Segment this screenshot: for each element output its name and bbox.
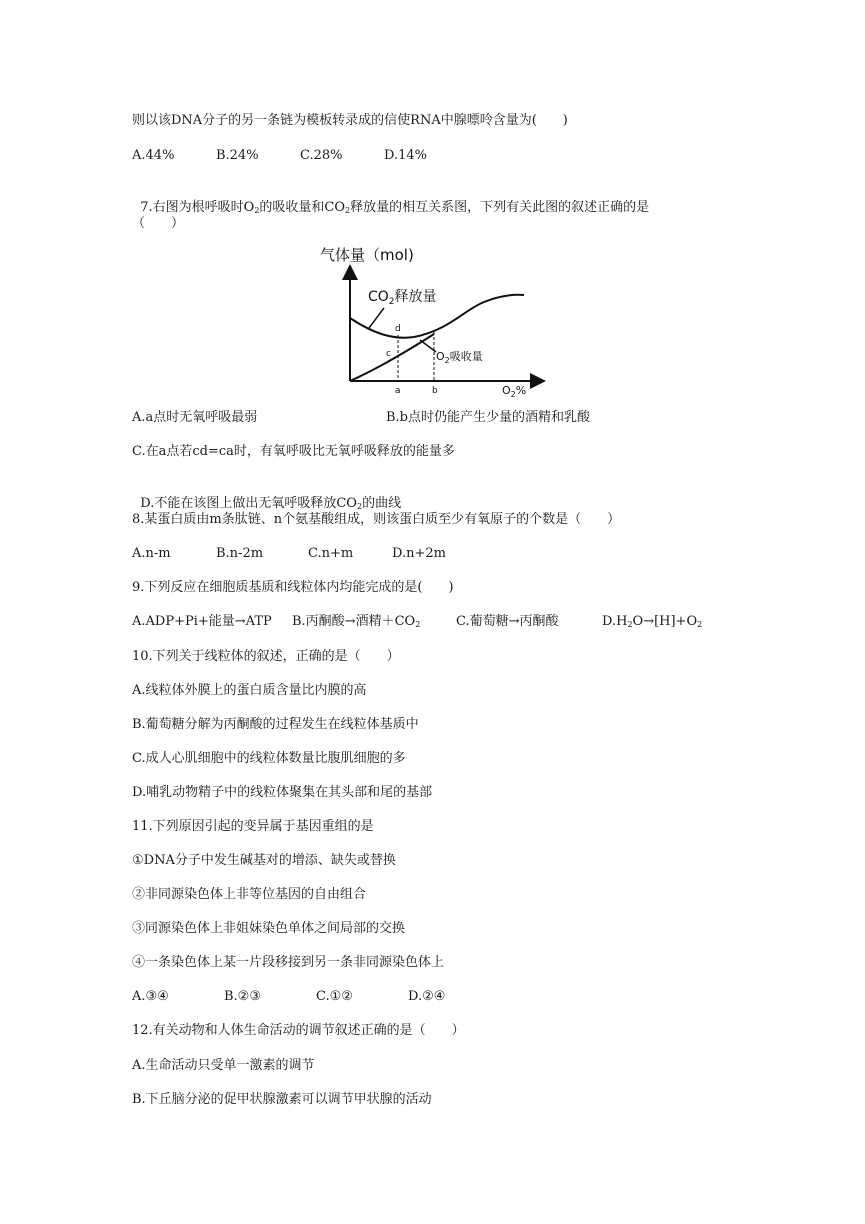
- subscript: 2: [254, 206, 260, 215]
- question-12-stem: 12.有关动物和人体生命活动的调节叙述正确的是（ ）: [132, 1023, 465, 1038]
- subscript: 2: [415, 620, 421, 629]
- question-8-stem: 8.某蛋白质由m条肽链、n个氨基酸组成，则该蛋白质至少有氧原子的个数是（ ）: [132, 512, 621, 527]
- q8-option-c: C.n+m: [308, 546, 354, 561]
- q9-option-c: C.葡萄糖→丙酮酸: [456, 614, 559, 629]
- q9-b-text: B.丙酮酸→酒精＋CO: [292, 614, 416, 629]
- q7-part-a: 7.右图为根呼吸时O: [140, 200, 255, 215]
- q9-option-a: A.ADP+Pi+能量→ATP: [132, 614, 272, 629]
- q6-option-d: D.14%: [384, 148, 427, 163]
- q8-option-d: D.n+2m: [392, 546, 446, 561]
- q6-option-c: C.28%: [300, 148, 343, 163]
- q7-part-c: 释放量的相互关系图，下列有关此图的叙述正确的是: [350, 200, 650, 215]
- q10-option-d: D.哺乳动物精子中的线粒体聚集在其头部和尾的基部: [132, 785, 433, 800]
- q6-option-a: A.44%: [132, 148, 175, 163]
- q11-option-d: D.②④: [408, 989, 446, 1004]
- q8-option-b: B.n-2m: [216, 546, 264, 561]
- point-b-label: b: [432, 386, 438, 396]
- q12-option-b: B.下丘脑分泌的促甲状腺激素可以调节甲状腺的活动: [132, 1092, 432, 1107]
- q12-option-a: A.生命活动只受单一激素的调节: [132, 1058, 315, 1073]
- o2-label: $O_2$吸收量: [436, 350, 483, 365]
- q7-option-b: B.b点时仍能产生少量的酒精和乳酸: [386, 410, 591, 425]
- subscript: 2: [697, 620, 703, 629]
- question-9-stem: 9.下列反应在细胞质基质和线粒体内均能完成的是( ): [132, 580, 454, 595]
- question-7-stem: [132, 181, 649, 217]
- q11-item-3: ③同源染色体上非姐妹染色单体之间局部的交换: [132, 921, 406, 936]
- co2-label-leader: [369, 308, 384, 328]
- q10-option-b: B.葡萄糖分解为丙酮酸的过程发生在线粒体基质中: [132, 717, 419, 732]
- q7-d-part-a: D.不能在该图上做出无氧呼吸释放CO: [140, 496, 357, 511]
- q9-option-b: [292, 613, 420, 631]
- q7-option-a: A.a点时无氧呼吸最弱: [132, 410, 258, 425]
- question-6-stem-end: 则以该DNA分子的另一条链为模板转录成的信使RNA中腺嘌呤含量为( ): [132, 113, 568, 128]
- q11-option-c: C.①②: [316, 989, 353, 1004]
- point-d-label: d: [395, 324, 401, 334]
- q6-option-b: B.24%: [216, 148, 259, 163]
- q11-item-4: ④一条染色体上某一片段移接到另一条非同源染色体上: [132, 955, 445, 970]
- q7-option-d: [132, 477, 401, 513]
- question-7-paren: （ ）: [132, 216, 185, 231]
- x-axis-label: $O_2\%$: [502, 384, 527, 398]
- point-a-label: a: [395, 386, 401, 396]
- q11-item-1: ①DNA分子中发生碱基对的增添、缺失或替换: [132, 853, 396, 868]
- q11-option-b: B.②③: [224, 989, 261, 1004]
- q9-d-part-a: D.H: [602, 614, 628, 629]
- q8-option-a: A.n-m: [132, 546, 171, 561]
- co2-label: $CO_2$释放量: [368, 289, 437, 307]
- q9-d-part-b: O→[H]+O: [632, 614, 698, 629]
- q10-option-a: A.线粒体外膜上的蛋白质含量比内膜的高: [132, 683, 367, 698]
- respiration-gas-figure: [314, 240, 554, 398]
- subscript: 2: [356, 502, 363, 511]
- question-10-stem: 10.下列关于线粒体的叙述，正确的是（ ）: [132, 649, 400, 664]
- point-c-label: c: [386, 349, 391, 359]
- subscript: 2: [627, 620, 633, 629]
- subscript: 2: [345, 206, 351, 215]
- y-axis-label: 气体量（mol): [320, 246, 414, 264]
- o2-label-leader: [420, 340, 436, 352]
- question-11-stem: 11.下列原因引起的变异属于基因重组的是: [132, 819, 374, 834]
- q9-option-d: [602, 613, 702, 631]
- q10-option-c: C.成人心肌细胞中的线粒体数量比腹肌细胞的多: [132, 751, 406, 766]
- q7-part-b: 的吸收量和CO: [259, 200, 346, 215]
- q7-option-c: C.在a点若cd=ca时，有氧呼吸比无氧呼吸释放的能量多: [132, 444, 455, 459]
- q11-option-a: A.③④: [132, 989, 169, 1004]
- q7-d-part-b: 的曲线: [362, 496, 402, 511]
- q11-item-2: ②非同源染色体上非等位基因的自由组合: [132, 887, 367, 902]
